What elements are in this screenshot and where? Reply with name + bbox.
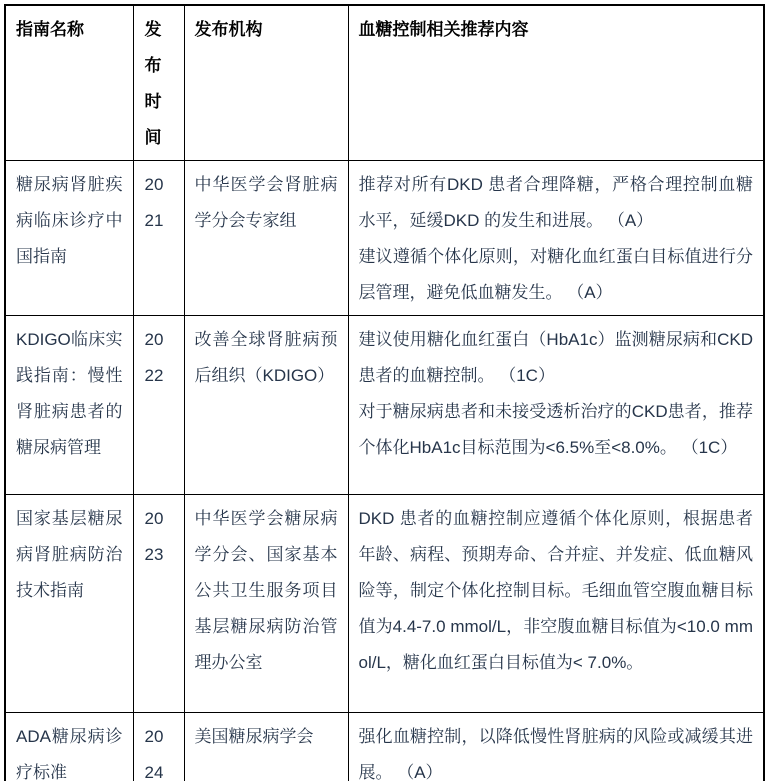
cell-publish-org: 中华医学会肾脏病学分会专家组: [184, 161, 348, 316]
table-row: [5, 316, 764, 495]
cell-guideline-name: ADA糖尿病诊疗标准: [5, 713, 133, 781]
table-header-row: [5, 5, 764, 161]
cell-guideline-name: 国家基层糖尿病肾脏病防治技术指南: [5, 495, 133, 713]
cell-publish-year: 2024: [133, 713, 184, 781]
cell-publish-org: 改善全球肾脏病预后组织（KDIGO）: [184, 316, 348, 495]
cell-publish-org: 美国糖尿病学会: [184, 713, 348, 781]
recommendation-paragraph: DKD 患者的血糖控制应遵循个体化原则，根据患者年龄、病程、预期寿命、合并症、并发症、低血糖风险等，制定个体化控制目标。毛细血管空腹血糖目标值为4.4-7.0 mmol/L，非空腹血糖目标值为<10.0 mmol/L，糖化血红蛋白目标值为< 7.0%。: [358, 509, 753, 672]
cell-publish-org: 中华医学会糖尿病学分会、国家基本公共卫生服务项目基层糖尿病防治管理办公室: [184, 495, 348, 713]
cell-recommendations: [348, 316, 764, 495]
cell-guideline-name: KDIGO临床实践指南：慢性肾脏病患者的糖尿病管理: [5, 316, 133, 495]
table-row: [5, 713, 764, 781]
guidelines-table: [4, 4, 765, 781]
table-row: [5, 161, 764, 316]
cell-recommendations: [348, 495, 764, 713]
header-publish-time: 发布时间: [133, 5, 184, 161]
recommendation-paragraph: 建议使用糖化血红蛋白（HbA1c）监测糖尿病和CKD患者的血糖控制。 （1C）: [358, 330, 753, 385]
recommendation-paragraph: 建议遵循个体化原则，对糖化血红蛋白目标值进行分层管理，避免低血糖发生。 （A）: [358, 247, 753, 302]
cell-publish-year: 2022: [133, 316, 184, 495]
header-recommendations: 血糖控制相关推荐内容: [348, 5, 764, 161]
table-row: [5, 495, 764, 713]
cell-guideline-name: 糖尿病肾脏疾病临床诊疗中国指南: [5, 161, 133, 316]
cell-recommendations: [348, 713, 764, 781]
cell-publish-year: 2021: [133, 161, 184, 316]
header-publish-org: 发布机构: [184, 5, 348, 161]
recommendation-paragraph: 强化血糖控制，以降低慢性肾脏病的风险或减缓其进展。 （A）: [358, 727, 753, 781]
recommendation-paragraph: 推荐对所有DKD 患者合理降糖，严格合理控制血糖水平，延缓DKD 的发生和进展。 （A）: [358, 175, 753, 230]
cell-recommendations: [348, 161, 764, 316]
cell-publish-year: 2023: [133, 495, 184, 713]
recommendation-paragraph: 对于糖尿病患者和未接受透析治疗的CKD患者，推荐个体化HbA1c目标范围为<6.5%至<8.0%。 （1C）: [358, 402, 753, 457]
header-guideline-name: 指南名称: [5, 5, 133, 161]
